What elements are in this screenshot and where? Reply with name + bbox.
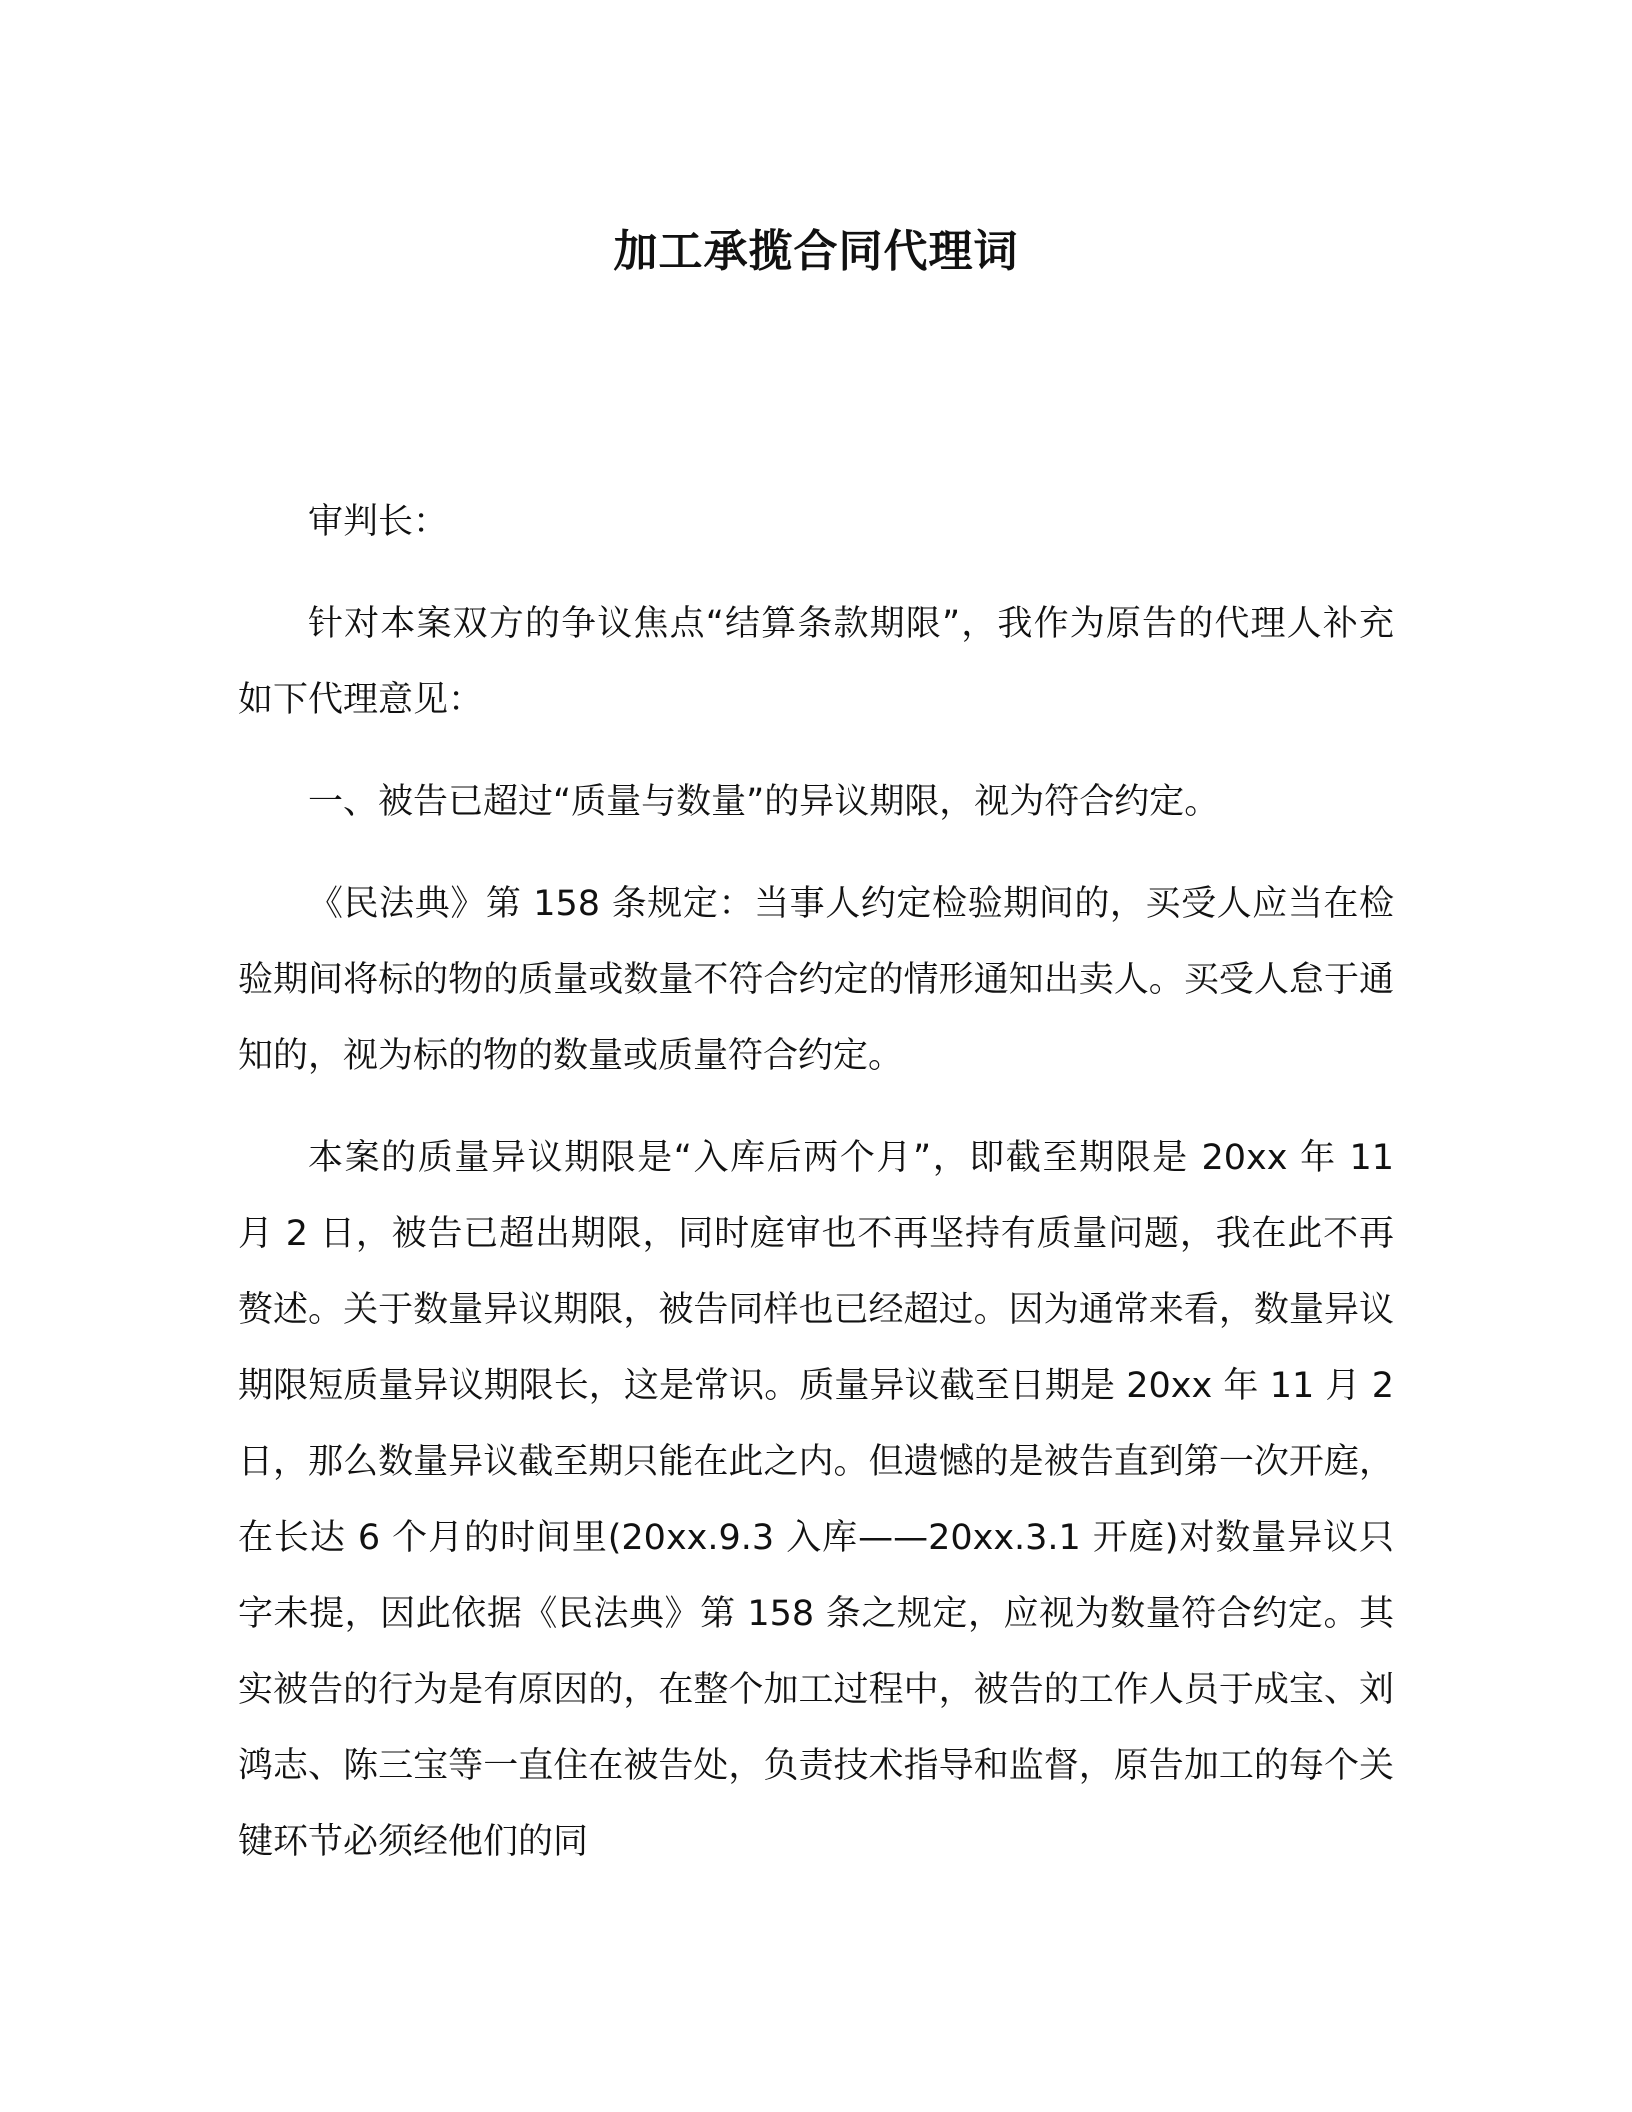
paragraph-law-citation: 《民法典》第 158 条规定：当事人约定检验期间的，买受人应当在检验期间将标的物的质量或数量不符合约定的情形通知出卖人。买受人怠于通知的，视为标的物的数量或质量符合约定。 — [238, 884, 1394, 1076]
salutation: 审判长： — [308, 502, 449, 542]
paragraph-argument: 本案的质量异议期限是“入库后两个月”，即截至期限是 20xx 年 11 月 2 日，被告已超出期限，同时庭审也不再坚持有质量问题，我在此不再赘述。关于数量异议期限，被告同样也已经超过。因为通常来看，数量异议期限短质量异议期限长，这是常识。质量异议截至日期是 20xx 年 11 月 2 日，那么数量异议截至期只能在此之内。但遗憾的是被告直到第一次开庭，在长达 6 个月的时间里(20xx.9.3 入库——20xx.3.1 开庭)对数量异议只字未提，因此依据《民法典》第 158 条之规定，应视为数量符合约定。其实被告的行为是有原因的，在整个加工过程中，被告的工作人员于成宝、刘鸿志、陈三宝等一直住在被告处，负责技术指导和监督，原告加工的每个关键环节必须经他们的同 — [238, 1138, 1394, 1862]
paragraph-intro: 针对本案双方的争议焦点“结算条款期限”，我作为原告的代理人补充如下代理意见： — [238, 604, 1394, 720]
document-title: 加工承揽合同代理词 — [613, 226, 1019, 277]
document-body — [238, 484, 1394, 1906]
paragraph-heading-1: 一、被告已超过“质量与数量”的异议期限，视为符合约定。 — [308, 782, 1220, 822]
